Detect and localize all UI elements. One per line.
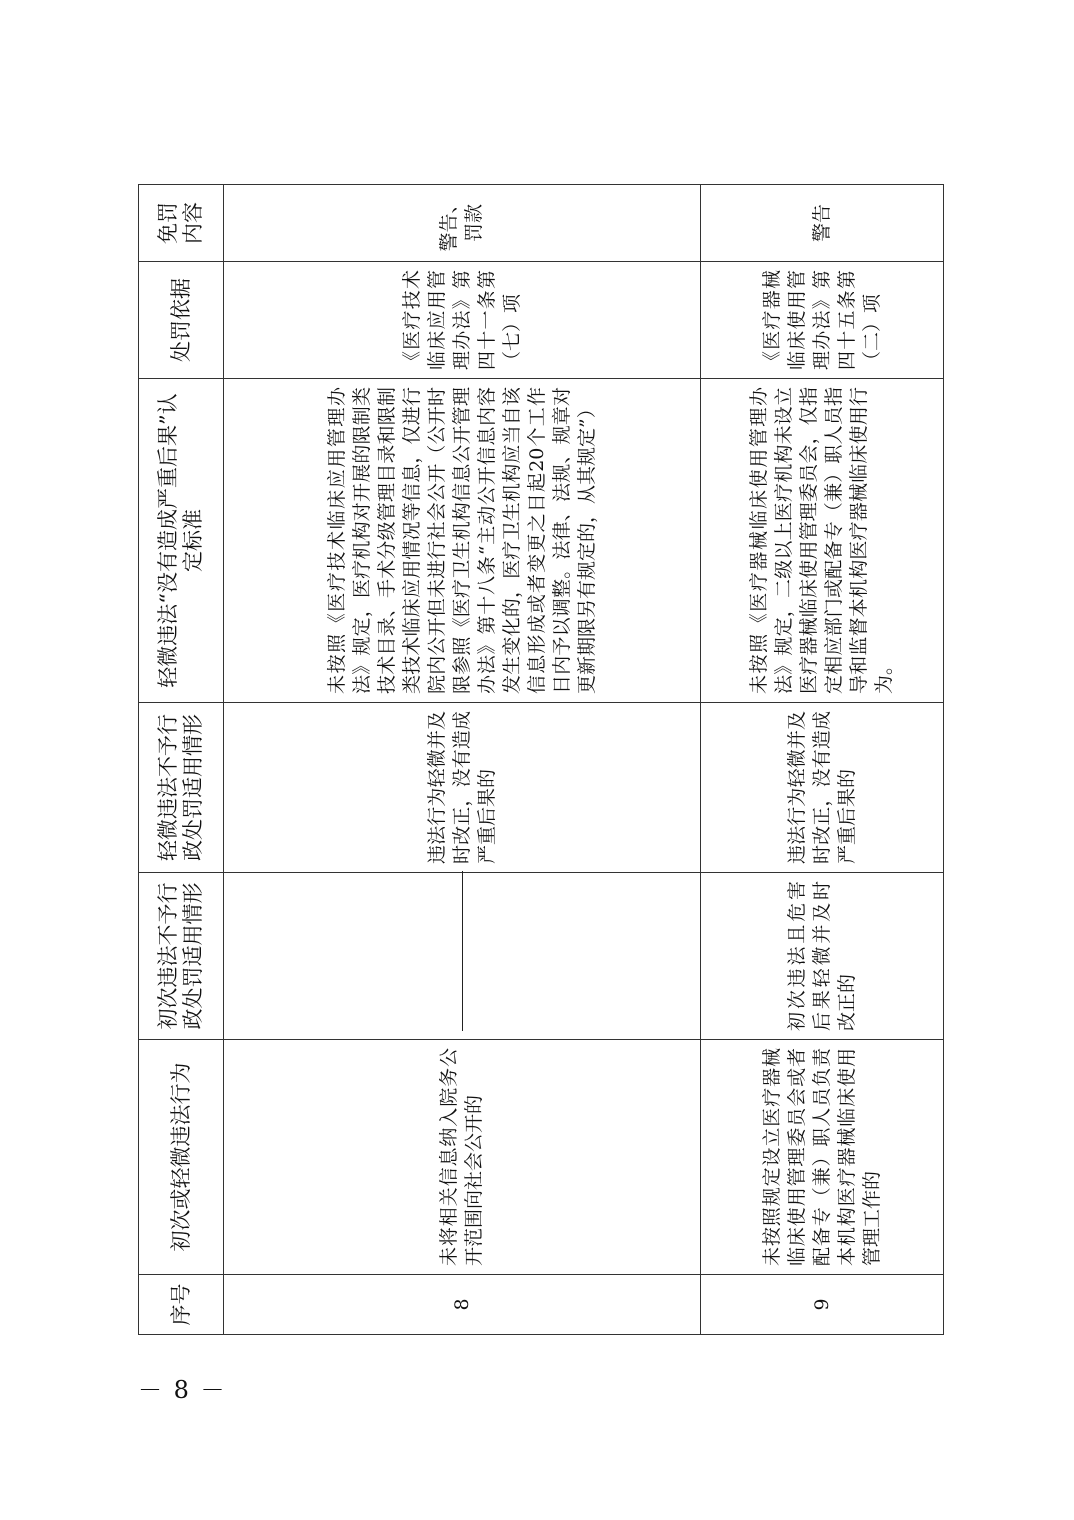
cell-behavior: 未将相关信息纳入院务公开范围向社会公开的	[224, 1040, 701, 1275]
table-row	[701, 185, 944, 1335]
penalty-exemption-table	[138, 184, 944, 1335]
header-first-offense: 初次违法不予行政处罚适用情形	[139, 873, 224, 1040]
cell-first-offense	[224, 873, 701, 1040]
header-penalty: 免罚内容	[139, 185, 224, 262]
page-number: － 8 －	[138, 1376, 227, 1404]
cell-penalty: 警告、罚款	[224, 185, 701, 262]
header-standard: 轻微违法“没有造成严重后果”认定标准	[139, 379, 224, 703]
cell-minor-offense: 违法行为轻微并及时改正，没有造成严重后果的	[701, 703, 944, 873]
cell-basis: 《医疗器械临床使用管理办法》第四十五条第（二）项	[701, 262, 944, 379]
cell-penalty: 警告	[701, 185, 944, 262]
empty-dash	[462, 871, 463, 1031]
cell-standard: 未按照《医疗器械临床使用管理办法》规定，二级以上医疗机构未设立医疗器械临床使用管理委员会，仅指定相应部门或配备专（兼）职人员指导和监督本机构医疗器械临床使用行为。	[701, 379, 944, 703]
cell-behavior: 未按照规定设立医疗器械临床使用管理委员会或者配备专（兼）职人员负责本机构医疗器械临床使用管理工作的	[701, 1040, 944, 1275]
header-seq: 序号	[139, 1275, 224, 1335]
rotated-table-container	[138, 185, 936, 1335]
header-behavior: 初次或轻微违法行为	[139, 1040, 224, 1275]
cell-seq: 9	[701, 1275, 944, 1335]
cell-minor-offense: 违法行为轻微并及时改正，没有造成严重后果的	[224, 703, 701, 873]
cell-first-offense: 初次违法且危害后果轻微并及时改正的	[701, 873, 944, 1040]
table-row	[224, 185, 701, 1335]
cell-seq: 8	[224, 1275, 701, 1335]
cell-basis: 《医疗技术临床应用管理办法》第四十一条第（七）项	[224, 262, 701, 379]
header-basis: 处罚依据	[139, 262, 224, 379]
table-header-row	[139, 185, 224, 1335]
header-minor-offense: 轻微违法不予行政处罚适用情形	[139, 703, 224, 873]
cell-standard: 未按照《医疗技术临床应用管理办法》规定，医疗机构对开展的限制类技术目录、手术分级管理目录和限制类技术临床应用情况等信息，仅进行院内公开但未进行社会公开（公开时限参照《医疗卫生机构信息公开管理办法》第十八条“主动公开信息内容发生变化的，医疗卫生机构应当自该信息形成或者变更之日起20个工作日内予以调整。法律、法规、规章对更新期限另有规定的，从其规定”）	[224, 379, 701, 703]
